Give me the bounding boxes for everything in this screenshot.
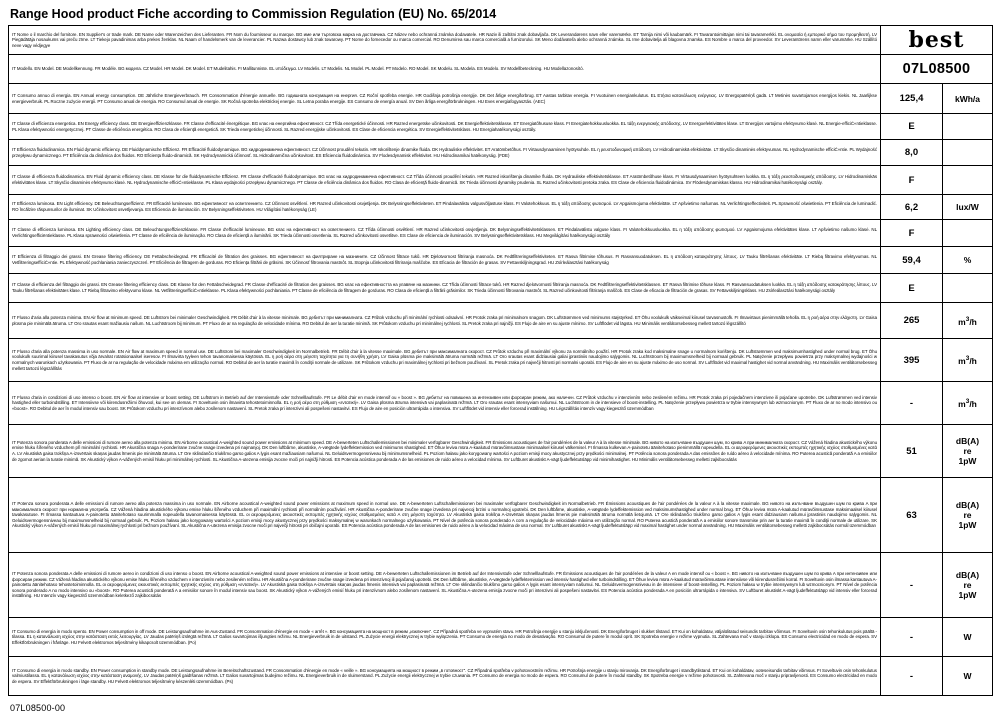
- best-logo: best: [908, 27, 965, 53]
- row-value: 395: [881, 339, 943, 382]
- row-value: 59,4: [881, 247, 943, 274]
- row-unit: dB(A) re 1pW: [943, 478, 993, 553]
- row-value: 63: [881, 478, 943, 553]
- row-unit: [943, 274, 993, 303]
- row-value: 125,4: [881, 84, 943, 114]
- table-row: [9, 220, 993, 247]
- row-description: IT Potenza sonora ponderata A delle emissioni di rumore aereo alla potenza massima in uso normale. EN Airborne acoustical A-weighted sound power emissions at maximum speed in normal use. DE A-bewerteten Luftschallemissionen bei maximaler verfügbarer Geschwindigkeit im Normalbetrieb. FR Émissions acoustiques de l'air pondérées de la valeur A à la vitesse maximale. BG нивото на излъчване въздушен шум по крива A при максималната скорост при нормална употреба. CZ Vážená hladina akustického výkonu emise hluku šířeného vzduchem při maximální rychlosti při normálním použivání. HR Akustična A-ponderirane zvučne snage izvedena pri najvecoj brzini u normalnoj upotrebi. DK Den luftbårne, akustiske, A-vægtede lydeffektemission ved maksimumshastighed under normal brug. ET Õhuv leviva müra A-kaalutud müravõimsustase maksimaalsel kiirusel tavakasutuse. FI Ilmassa kantautuva A-painotettu äänitehotaso suurimmalla nopeudella tavanomaisessa käytössä. EL οι αεροφερόμενες ακουστικές εκπομπές ηχητικής ισχύος σταθμισμένες κατά A στη μέγιστη ταχύτητα. LV Akustiskā gaisa trokšņa A-izsvērtais skaņas jaudas līmenis pie maksimālā ātruma normālā lietojumā. LT Ore sklindančio triukšmo garso galios A lygis esant didziausiam našumui įprastiniis naudojimo sąlygomis. NL Geluidsvermogensniveau bij maximumsnelheid bij normaal gebruik. PL Poziom hałasu jako korygowany wartości A poziom emisji mocy akustycznej przy prędkości maksymalnej w warunkach normalnego użytkowania. PT Nível de potência sonora ponderado A com a regulação de velocidade máxima em utilização normal. RO Puterea acustică ponderată A a emisiilor sonore transmise prin aer la turatie maximă în condiţii normale de utilizare. SK Akustický výkon A-vážených emisií hluku pri maximálnej rychlosti pri bežnom používaní. SL Akustična A-utezena emisija zvocne moči pri največji hitrosti pri običajni uporabi. ES Potencia acústica ponderada A de las emisiones de ruido aéreo a la velocidad máxima de uso normal. SV Luftburet akustiskt A-vägt ljudeffektutsläpp vid maximal hastighet under normal användning. HU Maximális ventilátorsebesseg melletti zajkibocsátás normál üzemmódban: [9, 478, 881, 553]
- row-description: IT Consumo di energia in modo standby. EN Power consumption in standby mode. DE Leistungsaufnahme im Bereitschaftszustand. FR Consommation d'énergie en mode « veille ». BG консумацията на мощност в режим „в готовност“. CZ Případná spotřeba v pohotovostním režimu. HR Potrošnja energije u stanju mirovanja. DK Energiforbruget i standbytilstand. ET Kui on kohaldatav, ooteseisundis tarbitav võimsus. FI Soveltuvin osin tehonkulutus valmiustilassa. EL η κατανάλωση ισχύος στην κατάσταση αναμονής. LV Jaudas patēriņš gaidīšanas režīmā. LT Galios suvartojimas budejimo režimu. NL Energieverbruik in de sluimerstand. PL Zużycie energii elektrycznej w trybie czuwania. PT Consumo de energia no modo de espera. RO Consumul de putere în modul standby. SK Spotreba energie v režime pohotovosti. SL Zahtevana moč v stanju pripravljenosti. ES Consumo electricidad en modo de espera. SV Effektförbrukningen i läge standby. HU Felvett elektromos teljesítmény készenléti üzemmódban. (Ps): [9, 657, 881, 696]
- table-row: [9, 26, 993, 55]
- row-description: IT Efficienza di filtraggio dei grassi. EN Grease filtering efficiency. DE Fettabscheidegrad. FR Efficacité de filtration des graisses. BG ефективност на филтриране на мазнините. CZ Účinnost filtrace tuků. HR Djelotvornost filtriranja masnoća. DK Fedtfiltreringseffektiviteten. ET Rasva filtrimise tõhusus. FI Rasvansuodatuksen. EL η απόδοση κατακράτησης λίπους. LV Tauku filtrēšanas efektivitāte. LT Riebą filtravimo efektyvumas. NL VetfiltreringsefficiĆ«ntie. PL Efektywność pochlaniania zanieczyszczeń. PT Eficiência de filtragem de gorduras. RO Eficienţa filtrării de grăsimi. SK Účinnosť filtrovania mastnôt. SL Stopnja učinkovitosti filtriranja maščobe. ES Eficacia de filtración de grasas. SV Fettavskiljningsgrad. HU Zsírleálasztási hatékonyság: [9, 247, 881, 274]
- table-row: [9, 274, 993, 303]
- product-fiche-table: [8, 25, 993, 696]
- supplier-brand-cell: [881, 26, 993, 55]
- row-unit: [943, 220, 993, 247]
- row-value: 8,0: [881, 140, 943, 166]
- table-row: [9, 382, 993, 425]
- table-row: [9, 657, 993, 696]
- row-unit: dB(A) re 1pW: [943, 553, 993, 618]
- row-description: IT Modello. EN Model. DE Modellkennung. FR Modèle. BG модела. CZ Model. HR Model. DK Model. ET Mudelitahis. FI Mallitunniste. EL υπόδειγμα. LV Modelis. LT Modelis. NL Model. PL Model. PT Modelo. RO Model. SK Modelu. SL Modela. ES Modelo. SV Modellbeteckning. HU Modellazonosító.: [9, 55, 881, 84]
- row-value: 6,2: [881, 195, 943, 220]
- row-unit: [943, 114, 993, 140]
- row-unit: kWh/a: [943, 84, 993, 114]
- row-description: IT Flusso d'aria alla potenza minima. EN Air flow at minimum speed. DE Luftstrom bei minimaler Geschwindigkeit. FR Débit d'air à la vitesse minimale. BG дебитът при минималната. CZ Průtok vzduchu při minimální rychlosti odsaávní. HR Protok zraka pri minimalnom snagom. DK Luftstrømmen ved minimums støjstyrked. ET Õhu voolukulk väikseimal kiirusel tarvasnustofk. FI Ilmavirtaus pienimmällä teholla. EL η ροή αέρα στην ελάχιστη. LV Gaisa plūsma pie minimālā ātruma. LT Oro srautas esant mažiausiu našum. NL Luchtstroom bij minimum. PT Fluxo de ar na regulação de velocidade mínima. RO Debitul de aer la turatie minimă. SK Průtokom vzduchu pri minimálnej rychlosti. SL Pretok zraka pri najnižji. ES Flujo de aire en su ajuste mínimo. SV Luftflödet vid lägsta. HU Minimális ventilátorsebesseg mellett tartozó légszállító: [9, 303, 881, 339]
- row-unit: $m^3/h$: [943, 382, 993, 425]
- row-unit: $m^3/h$: [943, 339, 993, 382]
- table-row: [9, 84, 993, 114]
- document-code: 07L08500-00: [10, 703, 66, 713]
- page-title: Range Hood product Fiche according to Commission Regulation (EU) No. 65/2014: [10, 7, 497, 21]
- row-value: 51: [881, 425, 943, 478]
- table-row: [9, 553, 993, 618]
- row-description: IT Flusso d'aria alla potenza massima in uso normale. EN Air flow at maximum speed in normal use. DE Luftstrom bei maximaler Geschwindigkeit im Normalbetrieb. FR Débit d'air à la vitesse maximale. BG дебитът при максималната скорост. CZ Průtok vzduchu při maximální výkonu za normálního použití. HR Protok zraka kod maksimalne snage u normalnom korištenju. DK Luftstrømmen ved maksimumhastighed under normal brug. ET Õhu voolukulk suurimal kiirusel tavakasutus võja ärvalrat rotatsionaalsel iseresov. FI Ilmavirta tyyleen tehon tavanomaisessa käytössä. EL η ροή αέρα στη μέγιστη ταχύτητα για τη συνήθη χρήση. LV Gaisa plūsma pie maksimālā ātruma normālā režīmā. LT Oro srautas esant didziausiai galiai įprastiniis naudojimo sąlygomis. NL Luchtstroom bij maximumsnelheid bij normaal gebruik. PL Natężenie przepływu powietrza przy maksymalnej wydajności w normalnych warunkach użytkowania. PT Fluxo de ar na regulação de velocidade máxima em utilização normal. RO Debitul de aer la turatie maximă în condiţii normale de utilizare. SK Průtokom vzduchu pri maximálnej rychlosti pri bežnom používaní. SL Pretok zraka pri največji hitrosti pri normalni uporabi. ES Flujo de aire en su ajuste máximo de uso normal. SV Luftflödet vid maximal hastighet vid normal användning. HU Maximális ventilátorsebesseg mellett tartozó légszállítás: [9, 339, 881, 382]
- row-value: F: [881, 166, 943, 195]
- row-value: E: [881, 274, 943, 303]
- row-value: 265: [881, 303, 943, 339]
- row-unit: lux/W: [943, 195, 993, 220]
- row-description: IT Potenza sonora ponderata A delle emissioni di rumore aereo alla potenza minima. EN Airborne acoustical A-weighted sound power emissions at minimum speed. DE A-bewerteten Luftschallemissionen bei minimaler verfügbarer Geschwindigkeit. FR Émissions acoustiques de l'air pondérées de la valeur A à la vitesse minimale. BG нивото на излъчване въздушен шум, по крива A при минималната скорост. CZ Vážená hladina akustického výkonu emise hluku šířeného vzduchem při minimální rychlosti. HR Akustična snaga A-ponderirane zvučne snage izvedena pri najmanjoj. DK Den luftbårne, akustiske, A-vægtede lydeffektemission ved minimums shastighed. ET Õhuv leviva müra A-kaalutud müravõimsustase minimaalsel kiirusel välkemisel. FI Ilmassa kulkevan A-painotetu äänitehotaso pienimmällä nopeudella. EL οι αεροφερόμενες ακουστικές εκπομπές ηχητικής ισχύος σταθμισμένες κατά A. LV Akustiskā gaisa trokšņa A-izsvērtais skaņas jaudas līmenis pie minimālā ātruma. LT Ore sklindančio triukšmo garso galios A lygis esant mažiausiam našumui. NL Geluidsvermogensniveau bij minimumsnelheid. PL Poziom hałasu jako korygowany wartości A poziom emisji mocy akustycznej przy prędkości minimalnej. PT Potência sonora ponderada A das emissões de ruído aéreo à velocidade mínima. RO Puterea acustică ponderată A a emisiilor de zgomot aerian la turatie minimă. SK Akustický výkon A-vážených emisií hluku pri minimálnej rychlosti. SL Akustična A-utezena emisija zvocne moči pri najnižji hitrosti. ES Potencia acústica ponderada A de las emisiones de ruido aéreo a velocidad mínima. SV Luftburet akustiskt A-vägt ljudeffektutsläpp vid minimihastighet. HU Minimális ventilátorsebesseg melletti zajkibocsátás: [9, 425, 881, 478]
- row-unit: $m^3/h$: [943, 303, 993, 339]
- row-value: -: [881, 553, 943, 618]
- row-unit: dB(A) re 1pW: [943, 425, 993, 478]
- row-value: F: [881, 220, 943, 247]
- row-description: IT Nome o il marchio del fornitore. EN Supplier's or trade mark. DE Name oder Warenzeichen des Lieferanten. FR Nom du fournisseur ou marque. BG име или търговска марка на доставчика. CZ Název nebo ochranná známka dodavatele. HR Naziv ili zaštitni znak dobavljača. DK Leverandørens navn eller varemærke. ET Tarnija nimi või kaubamärk. FI Tavarantoimittajan nimi tai tavaramerkki. EL ονομασία ή εμπορικό σήμα του προμηθευτή. LV Piegādātāja nosaukums vai preču zīme. LT Tiekejo pavadinimas arba prekes ženklas. NL Naam of handelsmerk van de leverancier. PL Nazwa dostawcy lub znak towarowy. PT Nome do fornecedor ou marca comercial. RO Denumirea sau marca comercială a furnizorului. SK Meno dodávateľa alebo ochranná známka. SL Ime dobavitelja ali blagovna znamka. ES Nombre o marca del proveedor. SV Leverantörens namn eller varumärke. HU Szállító neve vagy védjegye: [9, 26, 881, 55]
- table-row: [9, 166, 993, 195]
- row-description: IT Classe di efficienza del filtraggio dei grassi. EN Grease filtering efficiency class. DE Klasse für den Fettabscheidegrad. FR Classe d'efficacité de filtration des graisses. BG клас на ефективността на улавяне на мазнини. CZ Třída účinnosti filtrace tuků. HR Razred djelotvornosti filtriranja masnoća. DK Fedtfiltreringseffektivitetsklassen. ET Rasva filtrimise tõhuse klass. FI Rasvansuodatuksen luokka. EL η τάξη απόδοσης κατακράτησης λίπους. LV Tauku filtrēšanas efektivitātes klase. LT Riebą filtravimo efektyvumo klase. NL VetfiltreringsefficiĆ«ntieklasse. PL Klasa efektywności pochlaniania. PT Classe de eficiência de filtragem de gorduras. RO Clasa de eficienţă a filtrării grăsimilor. SK Trieda účinnosti filtrovania mastnôt. SL Razred učinkovitosti filtriranja maščob. ES Clase de eficacia de filtración de grasas. SV Fettavskiljningsklass. HU Zsírleálasztási hatékonysági osztály: [9, 274, 881, 303]
- row-description: IT Classe di efficienza luminosa. EN Lighting efficiency class. DE Beleuchtungseffizienzklasse. FR Classe d'efficacité lumineuse. BG клас на ефективност на осветлението. CZ Třída účinnosti osvětlení. HR Razred učinkovitosti osvjetljenja. DK Belysningseffektivitetsklassen. ET Pindalavälistu valguse klass. FI Valotehokkuusluokka. EL η τάξη απόδοσης φωτισμού. LV Apgaismojuma efektivitātes klase. LT Apšvietimo našumo klasė. NL Verlichtingsefficiëntieklasse. PL Klasa sprawności oświetlenia. PT Classe de eficiência de iluminação. RO Clasa de eficienţă a iluminării. SK Trieda účinnosti osvetlenia. SL Razred učinkovitosti osvetlitve. ES Clase de eficiencia de iluminación. SV Belysningseffektivitetsklass. HU Megvilágítási hatékonysági osztály: [9, 220, 881, 247]
- row-description: IT Potenza sonora ponderata A delle emissioni di rumore aereo in condizioni di uso intenso o boost. EN Airborne acoustical A-weighted sound power emissions at intensive or boost setting. DE A-bewerteten Luftschallemissionen im Betrieb auf der Intensivstufe oder Schnelllaufstufe. FR Émissions acoustiques de l'air pondérées de la valeur A en mode intensif ou « boost ». BG нивото на излъчване въздушен шум по крива A при интензивен или форсиран режим. CZ Vážená hladina akustického výkonu emise hluku šířeného vzduchem v intenzivním nebo zesileném režimu. HR Akustična A-ponderirane zvučne snage izvedena pri intenzivnoj ili pojačanoj upotrebi. DK Den luftbårne, akustiske, A-vægtede lydeffektemission ved intensiv hastighed eller turboindstilling. ET Õhuv leviva müra A-kaalutud müravõimsustase intensiivse või kiirendusrežiimi korral. FI Soveltuvin osin ilmassa kantautuva A-painotettu äänitehotaso tehostetoiminnolla. EL οι αεροφερόμενες ακουστικές εκπομπές ηχητικής ισχύος στη ρύθμιση «εντατική». LV Akustiskā gaisa trokšņa A-izsvērtais skaņas jaudas līmenis intensivā vai paplasinatā režīmā. LT Ore sklindančio triukšmo garso galios A lygis esant intensyviam našumui. NL Geluidsvermogensniveau in de intensieve of boost-instelling. PL Poziom hałasu w trybie intensywnym lub wzmocnionym. PT Nível de potência sonora ponderado A no modo intensivo ou «boost». RO Puterea acustică ponderată A a emisiilor sonore în modul intensiv sau boost. SK Akustický výkon A-vážených emisií hluku pri intenzívnom alebo zosílenom nastavení. SL Akustična A-utezena emisija zvocne moči pri intenzivni ali pospešeni nastavitvi. ES Potencia acústica ponderada A en posición ultrarrápida o intensiva. SV Luftburet akustiskt A-vägt ljudeffektutsläpp vid intensiv eller forcerad inställning. HU Intenzív vagy kiegeszitő üzemmódban keletkező zajkibocsátás: [9, 553, 881, 618]
- row-value: -: [881, 618, 943, 657]
- table-row: [9, 114, 993, 140]
- row-description: IT Flusso d'aria in condizioni di uso intenso o boost. EN Air flow at intensive or boost setting. DE Luftstrom in Betrieb auf der Intensivstufe oder Schnelllaufstufe. FR Le débit d'air en mode intensif ou « boost ». BG дебитът на повишена за интензивен или форсиран режим, ако наличен. CZ Průtok vzduchu v intenzivním nebo zesileném režimu. HR Protok zraka pri pojedačnem intenzivne ili pojaćane upotrebe. DK Luftstrømmen ved intensiv hastighed eller turboindstilling. ET Intensiivse või kiirendusrežiimi õhuvool, kui see on olemas. FI Soveltuvin osin ilmavirta tehostetoiminnolla. EL η ροή αέρα στη ρύθμιση «εντατική». LV Gaisa plūsma ātruma intensivā vai paplasinatā režīmā. LT Oro srautas esant intensyviam našumui. NL Luchtstroom in de intensieve of boost-instelling. PL Natężenie przepływu powietrza w trybie intensywnym lub wzmocnionym. PT Fluxo de ar no modo intensivo ou «boost». RO Debitul de aer în modul intensiv sau boost. SK Průtokom vzduchu pri intenzívnom alebo zosílenom nastavení. SL Pretok zraka pri intenzivni ali pospešeni nastavitvi. ES Flujo de aire en posición ultrarrápida o intensiva. SV Luftflödet vid intensiv eller forcerad inställning. HU Légszállítás intenzív vagy kiegeszitő üzemmódban: [9, 382, 881, 425]
- table-row: [9, 140, 993, 166]
- table-row: [9, 339, 993, 382]
- table-row: [9, 55, 993, 84]
- table-row: [9, 425, 993, 478]
- row-description: IT Classe di efficienza energetica. EN Energy efficiency class. DE Energieeffizienzklasse. FR Classe d'efficacité énergétique. BG клас на енергийна ефективност. CZ Třída energetické účinnosti. HR Razred energetske učinkovitosti. DK Energieffektivitetsklasse. ET Energiatõhususe klass. FI Energiatehokkuusluokka. EL τάξη ενεργειακής απόδοσης. LV Energoefektivitātes klase. LT Energijos vartojimo efektyvumo klasė. NL Energie-efficiĆ«ntieklasse. PL Klasa efektywności energetycznej. PT Classe de eficiência energética. RO Clasa de eficienţă energetică. SK Trieda energetickej účinnosti. SL Razred energijske učinkovitosti. ES Clase de eficiencia energética. SV Energieffektivitetsklass. HU Energiahatékonysági osztály.: [9, 114, 881, 140]
- row-description: IT Classe di efficienza fluidodinamica. EN Fluid dynamic efficiency class. DE Klasse für die fluiddynamische Effizienz. FR Classe d'efficacité fluidodynamique. BG клас на хидродинамична ефективност. CZ Třída účinnosti proudění tekutin. HR Razred iskorištenja dinamike fluida. DK Hydrauliske effektivitetsklasse. ET Aratömbetõhuse klass. FI Virtausdynaamisen hyötysuhteen luokka. EL η τάξη ρευστοδυναμικής απόδοσης. LV Hidrodinamiskās efektivitātes klase. LT Skysčio dinaminės efektyvumo klasė. NL Hydrodynamische efficiĆ«ntieklasse. PL Klasa wydajności przepływu dynamicznego. PT Classe de eficiência dinâmica dos fluidos. RO Clasa de eficienţă fluido-dinamică. SK Trieda účinnosti dynamiky prudenia. SL Razred učinkovitosti pretoka zraka. ES Clase de eficiencia fluidodinámica. SV Flödesdynamiskas klasso. HU Hidrodinamikai hatékonysági osztály.: [9, 166, 881, 195]
- row-value: -: [881, 382, 943, 425]
- row-description: IT Efficienza luminosa. EN Light efficiency. DE Beleuchtungseffizienz. FR Efficacité lumineuse. BG ефективност на осветлението. CZ Účinnost osvětlení. HR Razred učinkovitosti osvjetljenja. DK Belysningseffektiviteten. ET Pindalavälistu valgusvõljastuse klass. FI Valotehokkuus. EL η τάξη απόδοσης φωτισμού. LV Apgaismojuma efektivitāte. LT Apšvietimo našumas. NL Verlichtingseffectiviteit. PL Sprawność oświetlenia. PT Eficiência de luminadić. RO Încălzire răspunsurilor de iluminat. SK Učinkovitost osvetljevanja. ES Eficiencia de iluminación. SV Belysningseffektiviteten. HU Világítási hatékonyság (LE): [9, 195, 881, 220]
- table-row: [9, 247, 993, 274]
- table-row: [9, 303, 993, 339]
- row-unit: W: [943, 657, 993, 696]
- table-row: [9, 195, 993, 220]
- table-row: [9, 618, 993, 657]
- row-description: IT Efficienza fluidodinamica. EN Fluid dynamic efficiency. DE Fluiddynamische Effizienz. FR Efficacité fluidodynamique. BG хидродинамична ефективност. CZ Účinnost proudění tekutin. HR Iskorištenje dinamike fluida. DK Hydrauliske effektivitet. ET Aratömbetõhus. FI Virtausdynaaminen hyötysuhde. EL η ρευστοδυναμική απόδοση. LV Hidrodinamiskā efektivitāte. LT Skysčio dinaminės efektyvumas. NL Hydrodynamische efficiĆ«ntie. PL Wydajność przepływu dynamicznego. PT Eficiência da dinâmica dos fluidos. RO Eficienţa fluido-dinamică. SK Hydrodynamická účinnosť. SL Hidrodinamična učinkovitost. ES Eficiencia fluidodinámica. SV Flodesdynamisk effektivitet. HU Hidrodinamikai hatékonyság. (FDE): [9, 140, 881, 166]
- row-value: -: [881, 657, 943, 696]
- table-row: [9, 478, 993, 553]
- row-unit: %: [943, 247, 993, 274]
- row-unit: [943, 140, 993, 166]
- model-identifier-value: 07L08500: [881, 55, 993, 84]
- row-description: IT Consumo di energia in modo spento. EN Power consumption in off mode. DE Leistungsaufnahme im Aus-Zustand. FR Consommation d'énergie en mode « arrêt ». BG консумацията на мощност в режим „изключен“. CZ Případná spotřeba ve vypnutém stavu. HR Potrošnja energije u stanju isključenosti. DK Energiforbruget i slukket tilstand. ET Kui on kohaldatav, väljalülitatud seisundis tarbitav võimsus. FI Soveltuvin osin tehonkulutus pois päältä -tilassa. EL η κατανάλωση ισχύος στην κατάσταση εκτός λειτουργίας. LV Jaudas patēriņš izslēgtā režīmā. LT Galios suvartojimas išjungties režimu. NL Energieverbruik in de uitstand. PL Zużycie energii elektrycznej w trybie wyłączenia. PT Consumo de energia no modo de desativação. RO Consumul de putere în modul oprit. SK Spotreba energie v režime vypnutia. SL Zahtevana moč v stanju izklopa. ES Consumo electricidad en modo de espera. SV Effektförbrukningen i frånläge. HU Felvett elektromos teljesítmény kikapcsolt üzemmódban. (Po): [9, 618, 881, 657]
- row-description: IT Consumo annuo di energia. EN Annual energy consumption. DE Jährliche Energieverbrauch. FR Consommation d'énergie annuelle. BG годишната консумация на енергия. CZ Roční spotřeba energie. HR Godišnja potrošnja energije. DK Det årlige energiforbrug. ET Aastas tarbitav energia. FI Vuotuinen energiankulutus. EL Ετήσια κατανάλωση ενέργειας. LV Energopatēriņš gadā. LT Metinės suvartojamos energijos kiekis. NL Jaarlijkse energieverbruik. PL Roczne zużycie energii. PT Consumo anual de energia. RO Consumul anual de energie. SK Ročná spotreba elektrickej energie. SL Letna poraba energije. ES Consumo de energía anual. SV Den årliga energiförbrukningen. HU Eves energiafogyasztás. (AEC): [9, 84, 881, 114]
- row-value: E: [881, 114, 943, 140]
- row-unit: [943, 166, 993, 195]
- row-unit: W: [943, 618, 993, 657]
